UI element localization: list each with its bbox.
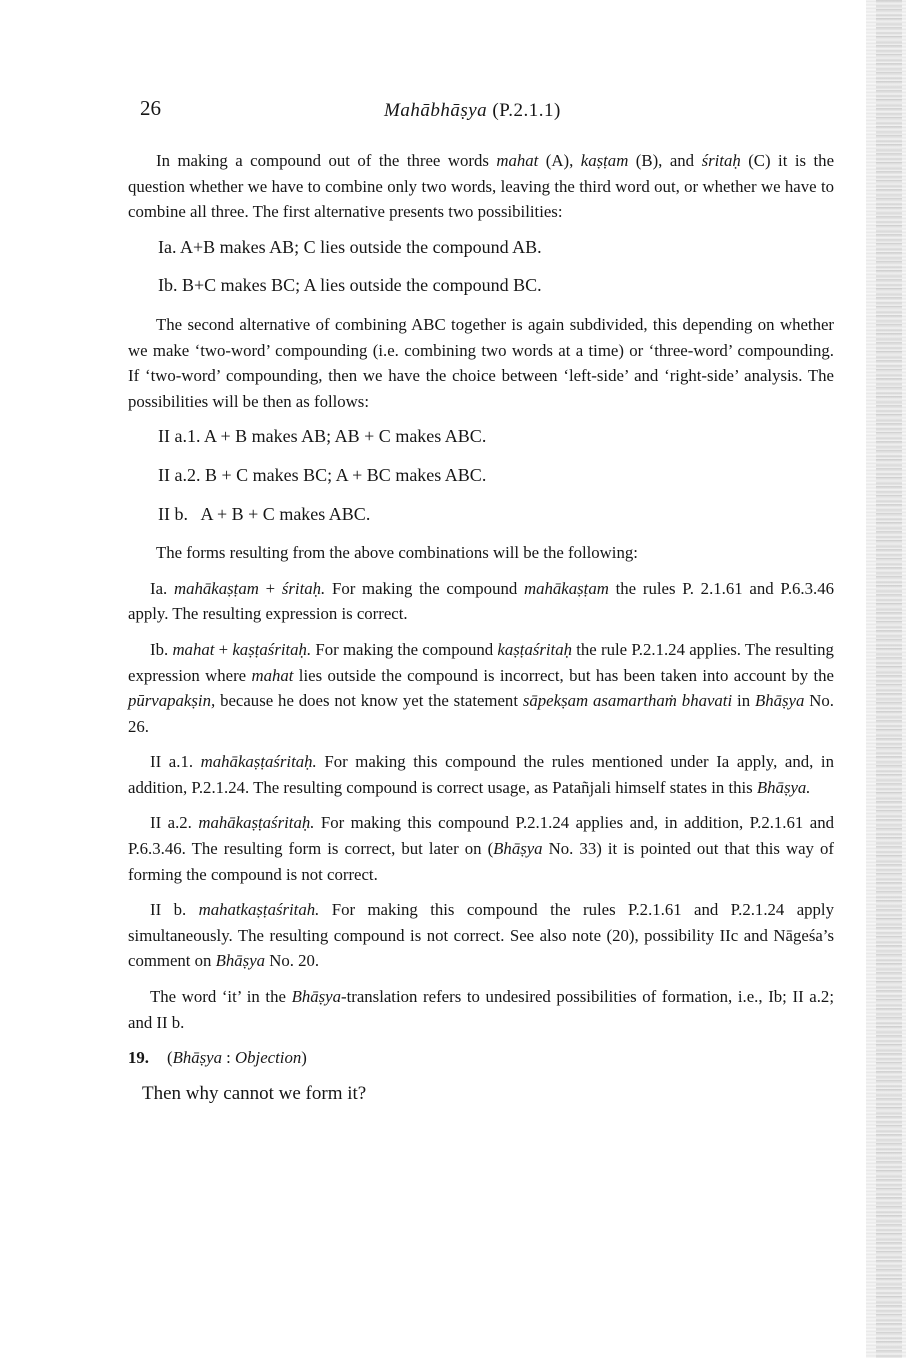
section-number: 19. [128, 1048, 149, 1068]
answer-line: Then why cannot we form it? [142, 1082, 367, 1104]
forms-intro: The forms resulting from the above combinations will be the following: [156, 543, 638, 563]
term-mahat: mahat [496, 151, 539, 170]
running-head [384, 100, 561, 122]
running-head-ref: (P.2.1.1) [492, 100, 561, 121]
term-sritah: śritaḥ [701, 151, 741, 170]
case-iia1: II a.1. A + B makes AB; AB + C makes ABC. [158, 426, 487, 447]
term-kastam: kaṣṭam [580, 151, 629, 170]
form-iia1-paragraph: II a.1. mahākaṣṭaśritaḥ. For making this compound the rules mentioned under Ia apply, and, in addition, P.2.1.24. The resulting compound is correct usage, as Patañjali himself states in this Bhāṣya. [128, 752, 834, 797]
case-iia2: II a.2. B + C makes BC; A + BC makes ABC. [158, 464, 487, 485]
page-body [128, 148, 834, 1116]
intro-paragraph: In making a compound out of the three words mahat (A), kaṣṭam (B), and śritaḥ (C) it is the question whether we have to combine only two words, leaving the third word out, or whether we have to combine all three. The first alternative presents two possibilities: [128, 151, 835, 222]
form-iia2-paragraph: II a.2. mahākaṣṭaśritaḥ. For making this compound P.2.1.24 applies and, in addition, P.2.1.61 and P.6.3.46. The resulting form is correct, but later on (Bhāṣya No. 33) it is pointed out that this way of forming the compound is not correct. [128, 813, 834, 884]
case-iib: II b. A + B + C makes ABC. [158, 503, 371, 524]
case-ia: Ia. A+B makes AB; C lies outside the compound AB. [158, 236, 542, 257]
section-heading: 19. (Bhāṣya : Objection) [128, 1048, 307, 1068]
page-number: 26 [140, 96, 161, 120]
closing-paragraph: The word ‘it’ in the Bhāṣya-translation refers to undesired possibilities of formation, i.e., Ib; II a.2; and II b. [128, 987, 834, 1032]
form-ia-paragraph: Ia. mahākaṣṭam + śritaḥ. For making the compound mahākaṣṭam the rules P. 2.1.61 and P.6.3.46 apply. The resulting expression is correct. [128, 578, 834, 624]
book-binding-shadow [866, 0, 906, 1358]
running-head-title: Mahābhāṣya [384, 100, 488, 121]
form-iib-paragraph: II b. mahatkaṣṭaśritah. For making this compound the rules P.2.1.61 and P.2.1.24 apply simultaneously. The resulting compound is not correct. See also note (20), possibility IIc and Nāgeśa’s comment on Bhāṣya No. 20. [128, 900, 834, 971]
form-ib-paragraph: Ib. mahat + kaṣṭaśritaḥ. For making the compound kaṣṭaśritaḥ the rule P.2.1.24 applies. The resulting expression where mahat lies outside the compound is incorrect, but has been taken into account by the pūrvapakṣin, because he does not know yet the statement sāpekṣam asamarthaṁ bhavati in Bhāṣya No. 26. [128, 639, 834, 736]
second-alternative-paragraph: The second alternative of combining ABC together is again subdivided, this depending on whether we make ‘two-word’ compounding (i.e. combining two words at a time) or ‘three-word’ compounding. If ‘two-word’ compounding, then we have the choice between ‘left-side’ and ‘right-side’ analysis. The possibilities will be then as follows: [128, 314, 834, 411]
case-ib: Ib. B+C makes BC; A lies outside the compound BC. [158, 275, 542, 296]
